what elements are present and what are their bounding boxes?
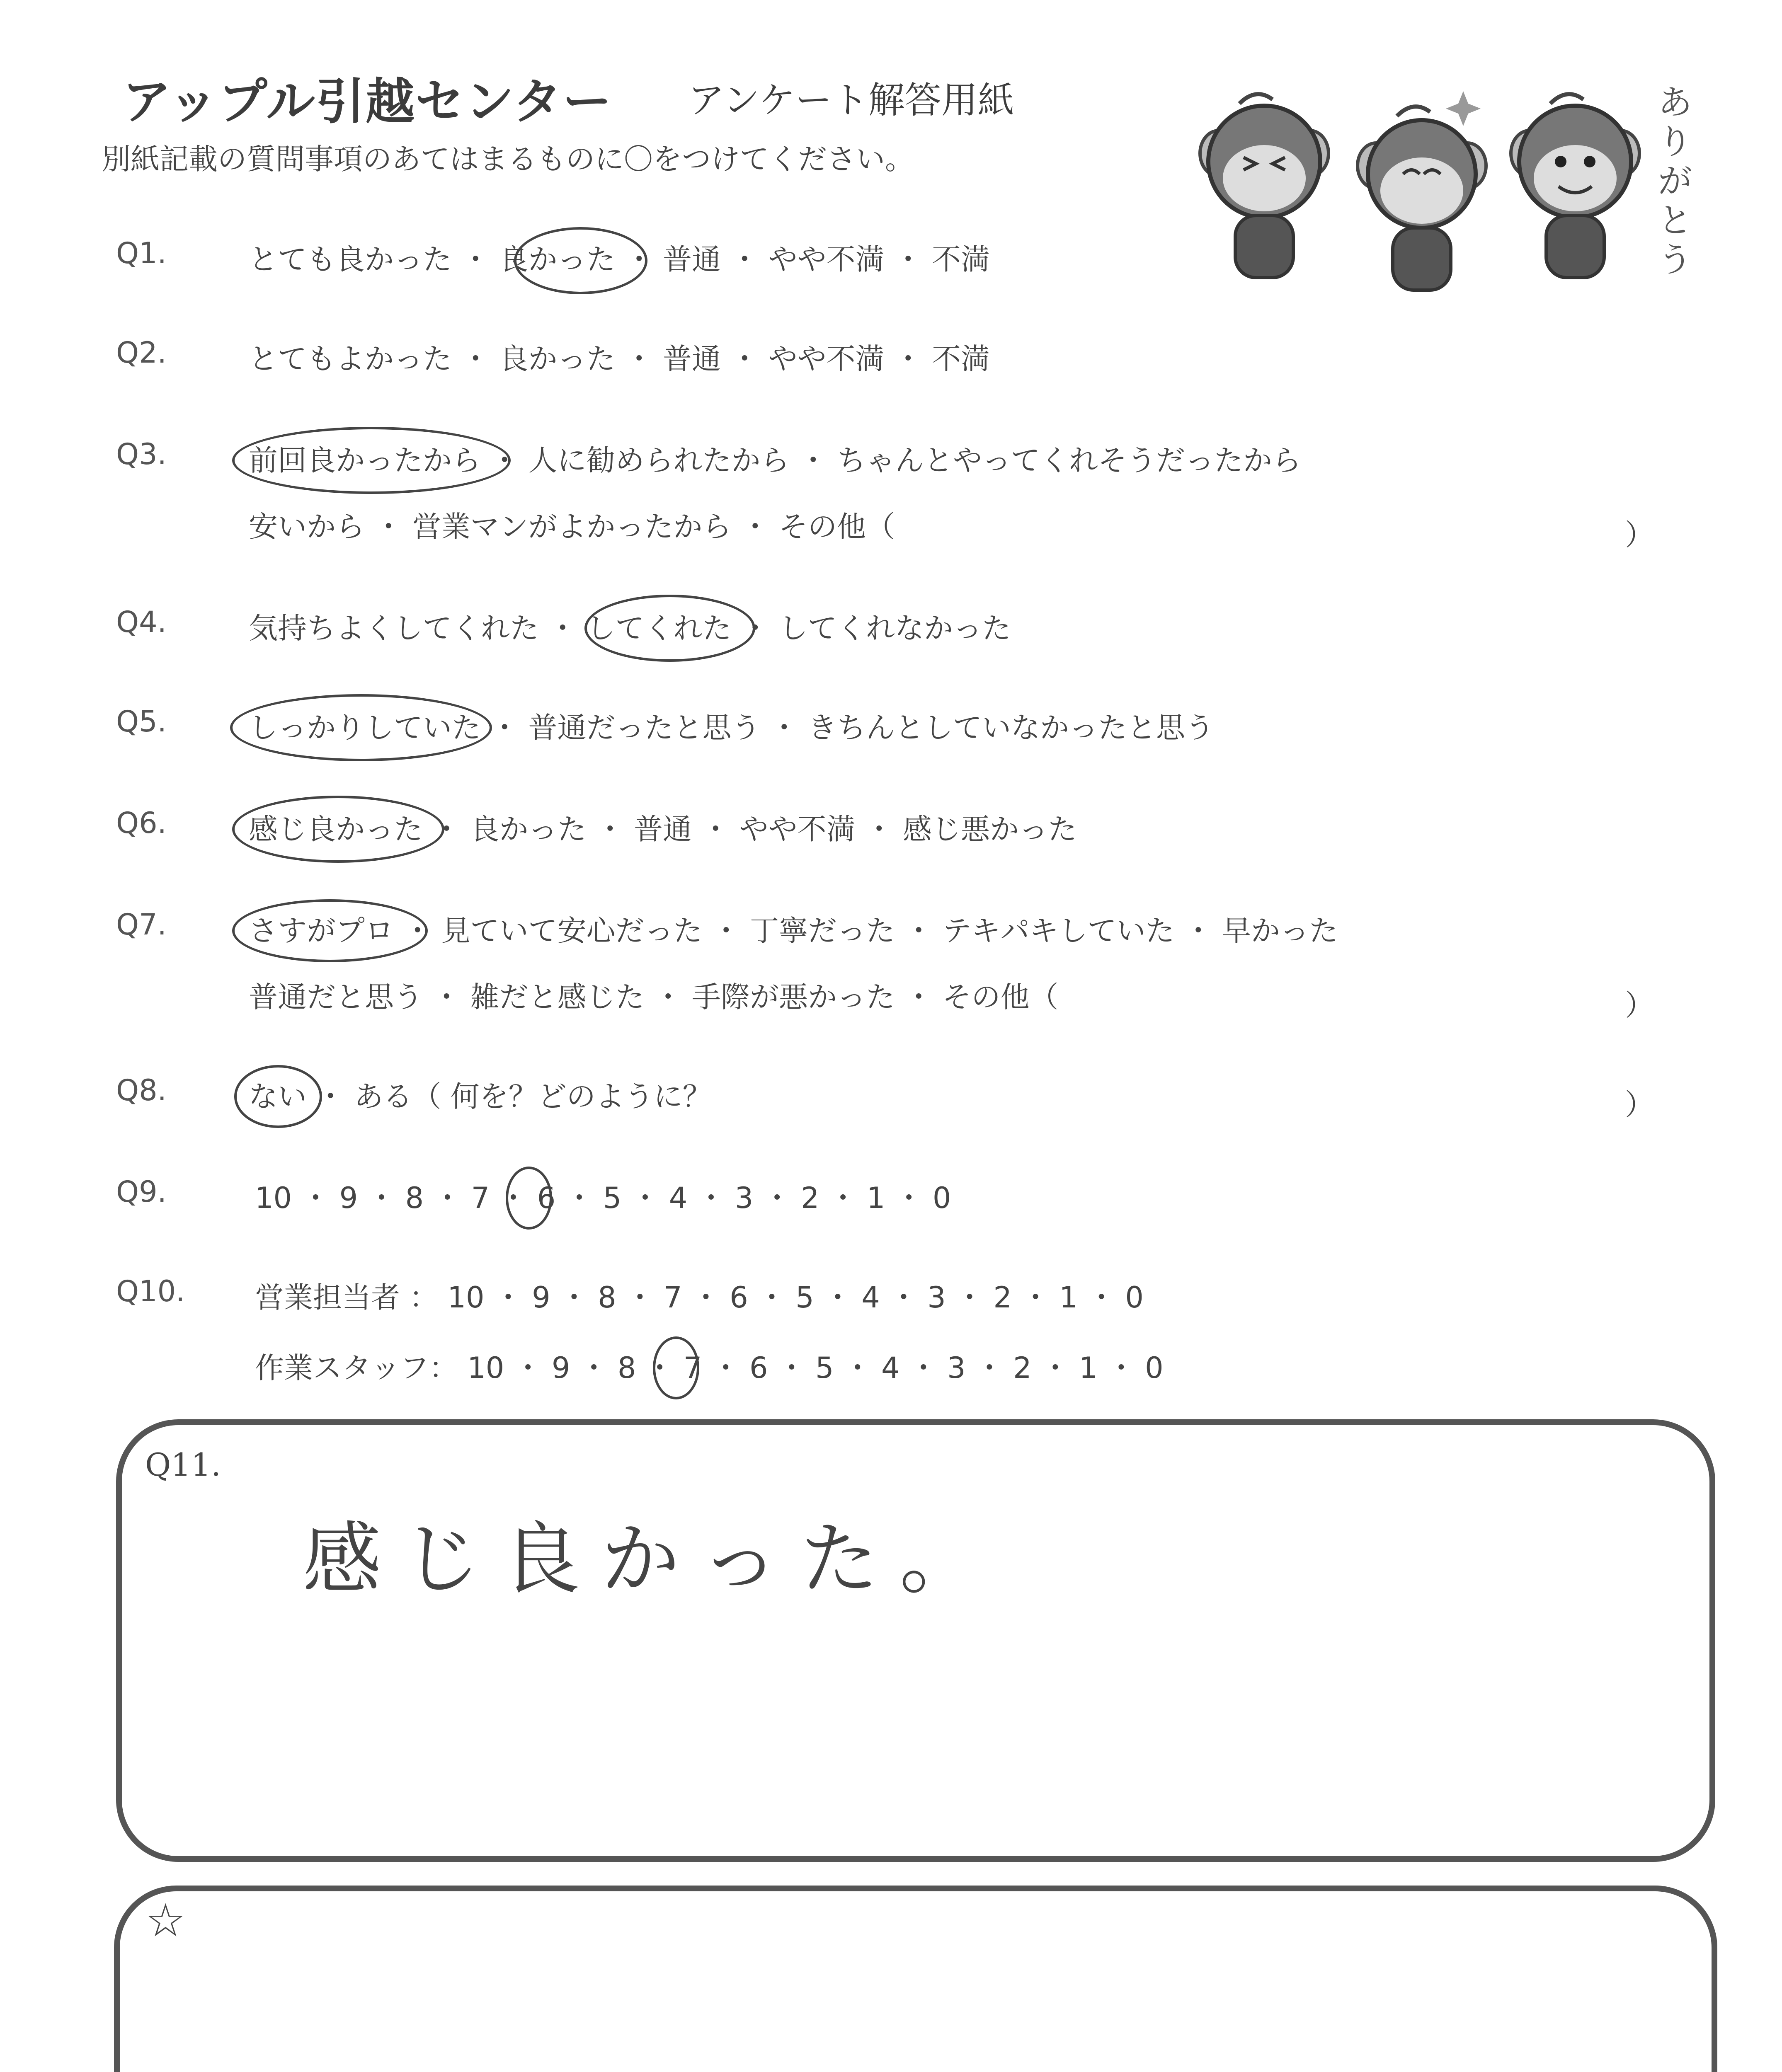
q4-label: Q4. [116,605,167,639]
q10-staff-scale[interactable]: 作業スタッフ： 10 ・ 9 ・ 8 ・ 7 ・ 6 ・ 5 ・ 4 ・ 3 ・ 2 ・ 1 ・ 0 [255,1351,1164,1385]
q7-options-line1[interactable]: さすがプロ ・ 見ていて安心だった ・ 丁寧だった ・ テキパキしていた ・ 早かった [249,914,1338,948]
selection-circle [234,1065,322,1128]
q7-close-paren: ） [1625,988,1654,1022]
form-title: アップル引越センター [122,73,613,130]
comment-box[interactable] [114,1886,1717,2072]
q3-label: Q3. [116,437,167,471]
form-subtitle: アンケート解答用紙 [688,79,1014,121]
q3-close-paren: ） [1625,518,1654,552]
q10-label: Q10. [116,1274,185,1308]
instruction-text: 別紙記載の質問事項のあてはまるものに〇をつけてください。 [102,142,914,176]
q8-label: Q8. [116,1073,167,1107]
selection-circle [653,1336,699,1399]
selection-circle [232,427,511,494]
q3-options-line2[interactable]: 安いから ・ 営業マンがよかったから ・ その他（ [249,510,895,544]
q7-label: Q7. [116,908,167,942]
q11-answer-box[interactable] [116,1419,1715,1862]
q7-options-line2[interactable]: 普通だと思う ・ 雑だと感じた ・ 手際が悪かった ・ その他（ [249,980,1059,1014]
q9-label: Q9. [116,1175,167,1209]
monkey-mascot-icon [1358,107,1486,290]
selection-circle [506,1167,552,1230]
q11-handwritten-answer: 感じ良かった。 [303,1513,999,1605]
q2-label: Q2. [116,336,167,370]
q1-options[interactable]: とても良かった ・ 良かった ・ 普通 ・ やや不満 ・ 不満 [249,242,990,276]
selection-circle [584,595,755,662]
q11-label: Q11. [145,1446,221,1483]
thanks-text: ありがとう [1658,83,1692,280]
q8-options[interactable]: ない ・ ある（ 何を？どのように？ [249,1080,712,1113]
monkey-mascot-icon [1511,94,1639,278]
q5-options[interactable]: しっかりしていた ・ 普通だったと思う ・ きちんとしていなかったと思う [249,711,1215,745]
q4-options[interactable]: 気持ちよくしてくれた ・ してくれた ・ してくれなかった [249,611,1011,645]
q3-options-line1[interactable]: 前回良かったから ・ 人に勧められたから ・ ちゃんとやってくれそうだったから [249,443,1302,477]
q6-options[interactable]: 感じ良かった ・ 良かった ・ 普通 ・ やや不満 ・ 感じ悪かった [249,812,1077,846]
q6-label: Q6. [116,806,167,840]
monkey-mascot-icon [1200,94,1329,278]
selection-circle [232,899,428,962]
q2-options[interactable]: とてもよかった ・ 良かった ・ 普通 ・ やや不満 ・ 不満 [249,342,990,376]
q10-sales-scale[interactable]: 営業担当者 ： 10 ・ 9 ・ 8 ・ 7 ・ 6 ・ 5 ・ 4 ・ 3 ・ 2 ・ 1 ・ 0 [255,1280,1144,1314]
star-icon: ☆ [145,1894,186,1947]
q5-label: Q5. [116,704,167,738]
selection-circle [230,694,492,761]
q1-label: Q1. [116,236,167,270]
q8-close-paren: ） [1625,1088,1654,1122]
selection-circle [232,796,444,863]
sparkle-icon [1446,91,1481,126]
q9-scale[interactable]: 10 ・ 9 ・ 8 ・ 7 ・ 6 ・ 5 ・ 4 ・ 3 ・ 2 ・ 1 ・ 0 [255,1181,951,1215]
selection-circle [514,227,647,294]
mascot-illustration [1148,66,1687,298]
